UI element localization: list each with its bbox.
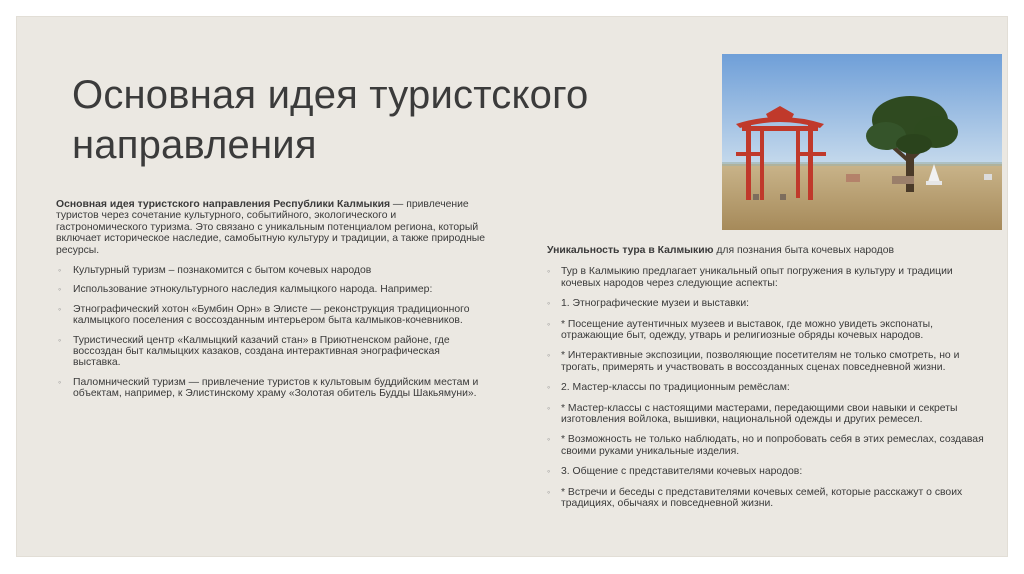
bullet-icon: ◦ bbox=[547, 434, 551, 445]
slide bbox=[17, 17, 1007, 556]
bullet-icon: ◦ bbox=[547, 350, 551, 361]
list-item: ◦ 1. Этнографические музеи и выставки: bbox=[547, 298, 750, 310]
list-item: ◦ * Встречи и беседы с представителями кочевых семей, которые расскажут о своих традициях, обычаях и повседневной жизни. bbox=[547, 486, 963, 510]
list-item: ◦ * Посещение аутентичных музеев и выставок, где можно увидеть экспонаты, отражающие быт, одежду, утварь и религиозные обряды кочевых народов. bbox=[547, 318, 933, 342]
bullet-icon: ◦ bbox=[58, 265, 62, 276]
intro-text: — привлечение туристов через сочетание культурного, событийного, экологического и гастрономического туризма. Это связано с уникальным потенциалом региона, который включает историческое наследие, самобытную культуру и традиции, а также природные ресурсы. bbox=[56, 199, 486, 256]
list-item: ◦ Паломнический туризм — привлечение туристов к культовым буддийским местам и объектам, например, к Элистинскому храму «Золотая обитель Будды Шакьямуни». bbox=[58, 376, 479, 400]
bullet-icon: ◦ bbox=[547, 486, 551, 497]
list-item: ◦ Этнографический хотон «Бумбин Орн» в Элисте — реконструкция традиционного калмыцкого поселения с воссозданным интерьером быта калмыков-кочевников. bbox=[58, 303, 470, 327]
list-item: ◦ * Мастер-классы с настоящими мастерами, передающими свои навыки и секреты изготовления войлока, вышивки, национальной одежды и других ремесел. bbox=[547, 402, 958, 426]
list-item: ◦ Тур в Калмыкию предлагает уникальный опыт погружения в культуру и традиции кочевых народов через следующие аспекты: bbox=[547, 266, 953, 289]
list-item: ◦ 2. Мастер-классы по традиционным ремёслам: bbox=[547, 382, 790, 394]
bullet-icon: ◦ bbox=[58, 303, 62, 314]
list-item: ◦ Туристический центр «Калмыцкий казачий стан» в Приютненском районе, где воссоздан быт калмыцких казаков, создана интерактивная энографическая выставка. bbox=[58, 334, 450, 369]
left-text-column bbox=[56, 199, 488, 408]
bullet-icon: ◦ bbox=[58, 284, 62, 295]
list-item: ◦ Использование этнокультурного наследия калмыцкого народа. Например: bbox=[58, 284, 433, 296]
bullet-icon: ◦ bbox=[58, 376, 62, 387]
bullet-icon: ◦ bbox=[547, 298, 551, 309]
bullet-icon: ◦ bbox=[547, 318, 551, 329]
right-heading bbox=[547, 245, 987, 256]
bullet-icon: ◦ bbox=[547, 266, 551, 277]
slide-title bbox=[72, 70, 712, 170]
right-text-column bbox=[547, 245, 987, 519]
right-heading-bold: Уникальность тура в Калмыкию bbox=[547, 245, 714, 256]
left-bullet-list bbox=[56, 265, 488, 400]
title-line-2: направления bbox=[72, 123, 317, 167]
list-item: ◦ 3. Общение с представителями кочевых народов: bbox=[547, 466, 803, 478]
right-bullet-list bbox=[547, 266, 987, 509]
bullet-icon: ◦ bbox=[547, 466, 551, 477]
bullet-icon: ◦ bbox=[58, 334, 62, 345]
list-item: ◦ * Возможность не только наблюдать, но и попробовать себя в этих ремеслах, создавая своими руками уникальные изделия. bbox=[547, 434, 984, 457]
intro-paragraph bbox=[56, 199, 488, 256]
title-line-1: Основная идея туристского bbox=[72, 73, 589, 117]
intro-bold: Основная идея туристского направления Республики Калмыкия bbox=[56, 199, 391, 210]
steppe-photo bbox=[722, 54, 1002, 230]
bullet-icon: ◦ bbox=[547, 402, 551, 413]
right-heading-text: для познания быта кочевых народов bbox=[713, 245, 895, 256]
list-item: ◦ * Интерактивные экспозиции, позволяющие посетителям не только смотреть, но и трогать, примерять и участвовать в воссозданных сценах повседневной жизни. bbox=[547, 350, 960, 373]
bullet-icon: ◦ bbox=[547, 382, 551, 393]
list-item: ◦ Культурный туризм – познакомится с бытом кочевых народов bbox=[58, 265, 372, 277]
